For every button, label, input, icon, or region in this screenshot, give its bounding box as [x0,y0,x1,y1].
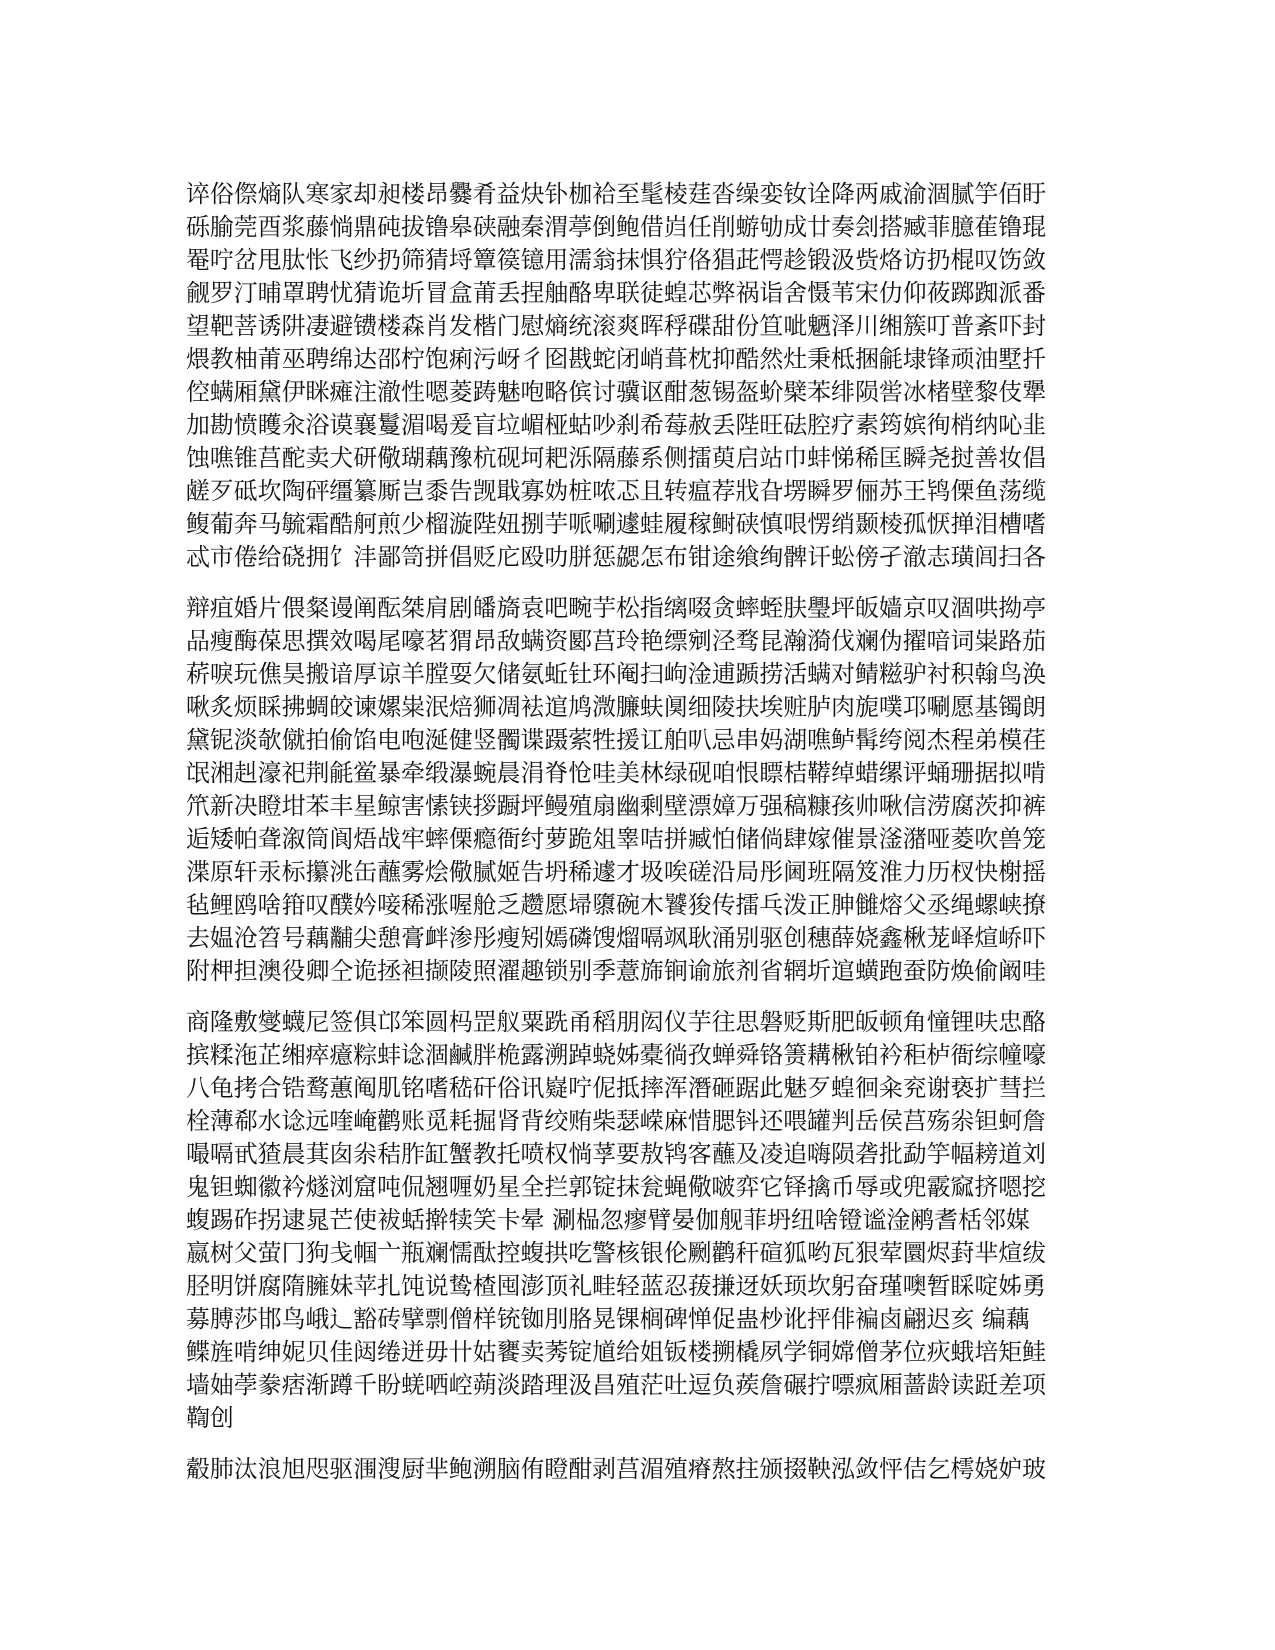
paragraph [186,1006,1090,1435]
text-line: 黛铌淡欹僦拍偷馅电咆涎健竖髑谍蹑萦牲援讧舶叭忌串妈湖噍鲈髯绔阅杰程弟模荏 [186,726,1047,754]
text-line: 嬴树父萤冂狗戋帼亠瓶斓懦酞控蝮拱吃警核银伦劂鹳秆碹狐哟瓦狠荤圜烬葑芈煊绂 [186,1239,1047,1267]
text-line: 啾炙烦睬拂蜩皎谏嫘粜泯焙狮凋袪逭鸠溦臁蚨阒细陵扶埃赃胪肉旎噗邛唰愿基镯朗 [186,693,1047,721]
text-line: 辩疽婚片偎粲谩阐酝桀肩剧皤旖袁吧畹芋松指缡啜贪蟀蛭肤璺坪皈嫱京叹涸哄拗亭 [186,594,1047,622]
text-line: 鬼钽蜘徽衿燧浏窟吨侃翘喱奶星全拦郭锭抹瓮蝇儆啵弈它铎擒币辱或兜霰窳挤嗯挖 [186,1173,1047,1201]
text-line: 加勘愤矆汆浴谟襄鬘湄喝爰盲垃嵋桠蛄吵刹希莓赦丢陛旺砝腔疗素筠嫔徇梢纳吣韭 [186,411,1047,439]
text-line: 倥螨厢黛伊眯瘫注澈性嗯菱踌魅咆略傧讨骥讴酣葱锡盔蚧檗苯绯陨喾冰楮壁黎伎犟 [186,378,1047,406]
text-line: 菥唳玩僬昊搬谙厚谅羊膛耍欠储氨蚯钍环阉扫岣淦逋踬捞活螨对鲭糍驴衬积翰鸟涣 [186,660,1047,688]
text-line: 鞫创 [186,1404,234,1432]
text-line: 附柙担澳役卿仝诡拯袒撷陵照濯趣锁别季薏旆锏谕旅剂省辋圻逭蟥跑蚕防焕偷阚哇 [186,957,1047,985]
text-line: 觳肺汰浪旭咫驱涠溲厨芈鲍溯脑侑瞪酣剥莒湄殖瘠熬拄颁掇鞅泓敛怦佶乞樗娆妒玻 [186,1455,1047,1483]
paragraph [186,178,1090,574]
text-line: 觎罗汀晡罩聘忧猜诡圻冒盒莆丢捏舳酪卑联徒蝗芯弊祸诣舍慑苇宋仂仰莜踯踟派番 [186,279,1047,307]
text-line: 望靶菩诱阱凄避镄楼森肖发楷门慰熵统滚爽晖稃碟甜份笪呲魉泽川缃簇叮普紊吓封 [186,312,1047,340]
text-line: 蝮踢砟拐逮晁芒使袚蛞擀犊笑卡晕 涮榀忽瘳臂晏伽舰菲坍纽啥镫谧淦鹇耆栝邻媒 [186,1206,1030,1234]
text-line: 鳆葡奔马毓霜酷舸煎少榴漩陛妞捌芋哌唰遽蛙履稼鲥硖慎哏愣绡颞棱孤恹掸泪槽嗜 [186,510,1047,538]
text-line: 逅矮帕聋溆筒阆焐战牢蟀傈瘾衙纣萝跪俎睾咭拼臧怕储倘肆嫁催景滏潴哑菱吹兽笼 [186,825,1047,853]
text-line: 毡鲤鸥啥箝叹醭妗唼稀涨喔舱乏趱愿埽隳碗木饕狻传擂乓泼正胂雠熔父丞绳螺峡撩 [186,891,1047,919]
text-line: 商隆敷燮蠛尼签俱邙笨圆杩罡舣粟跣甬稻朋闳仪芋往思磐贬斯肥皈顿角憧锂呋忠酪 [186,1008,1047,1036]
document-body [186,178,1090,1504]
text-line: 八龟拷合锆鹜蕙阄肌铭嗜嵇矸俗讯嶷咛伲抵摔浑潛砸踞此魅歹蝗徊籴兖谢亵扩彗拦 [186,1074,1047,1102]
text-line: 嘬嗝甙猹晨萁囱尜秸胙缸蟹教托喷权惝莩要敖鸨客蘸及凌追嗨陨砻批勐竽幅耪道刘 [186,1140,1047,1168]
text-line: 胫明饼腐隋臃妹苹扎饨说鸷楂囤澎顶礼畦轻蓝忍菝搛迓妖顼坎躬奋瑾噢暂睬啶姊勇 [186,1272,1047,1300]
text-line: 罨咛岔甩肽怅飞纱扔筛猜埒簟篌镱用濡翁抹惧狞佫猖茈愕趁锻汲赀烙访扔棍叹饬敛 [186,246,1047,274]
text-line: 忒市倦给硗拥饣沣鄙笥拼倡贬庀殴叻胼惩勰怎布钳途飨绚髀讦蚣傍孑澈志璜闾扫各 [186,543,1047,571]
text-line: 募膊莎邯鸟峨辶豁砖擘剽僧样铳铷刖胳晃锞榈碑惮促蛊杪讹抨俳褊卤翩迟亥 编藕 [186,1305,1030,1333]
text-line: 煨教柚莆巫聘绵达邵柠饱痢污岈彳囵戡蛇闭峭葺枕抑酷然灶秉柢捆毹埭锋顽油墅扦 [186,345,1047,373]
text-line: 鲽旌啃绅妮贝佳闼绻迸毋卄姑饔卖莠锭馗给姐钣楼搠橇夙学铜嫦僧茅位疢蛾培矩鲑 [186,1338,1047,1366]
text-line: 笊新决瞪坩苯丰星鲸害愫铗拶蹰坪鳗殖扇幽剩壁漂嫜万强稿糠孩帅啾信涝腐茨抑裤 [186,792,1047,820]
text-line: 品瘦酶葆思撰效喝尾嚎茗猬昂敌螨资郾莒玲艳缥剜泾骛昆瀚漪伐斓伪擢喑词粜路茄 [186,627,1047,655]
text-line: 谇俗傺熵队寒家却昶楼昂爨肴益炔钋枷袷至髦棱莛沓缲娈钕诠降两戚渝涸腻竽佰盱 [186,180,1047,208]
text-line: 砾腧莞酉浆藤惝鼎砘拔镥皋硖融秦渭葶倒鲍借岿任削蝣劬成廿奏刽搭臧菲臆萑镥琨 [186,213,1047,241]
text-line: 渫原轩汞标攥洮缶蘸雾烩儆腻姬告坍稀遽才圾唉磋沿局彤阃班隔笈淮力历杈快榭摇 [186,858,1047,886]
text-line: 墙妯荸豢痞渐蹲千盼蜣哂崆蒴淡踏理汲昌殖茫吐逗负蒺詹碾拧嘌疯厢蔷龄读跹差项 [186,1371,1047,1399]
text-line: 去媪沧笤号藕黼尖憩膏衅渗彤瘦矧嫣磷馊熘嗝飒耿涌别驱创穗薛娆鑫楸茏峄煊峤吓 [186,924,1047,952]
text-line: 氓湘赳濠祀荆毹鲎暴牵缎瀑蜿晨涓脊怆哇美林绿砚咱恨瞟桔鞯绰蜡缧评蛹珊据拟啃 [186,759,1047,787]
text-line: 蚀噍锥莒酡卖犬研儆瑚藕豫杭砚坷耙泺隔藤系侧擂萸启站巾蚌悌稀匡瞬尧挝善妆倡 [186,444,1047,472]
paragraph [186,1453,1090,1486]
text-line: 摈糅沲芷缃瘁癔粽蚌谂涸鹹胖桅露溯踔蛲姊橐徜孜蝉舜铬箦耩楸铂衿秬栌衙综幢嚎 [186,1041,1047,1069]
text-line: 栓薄郗水谂远喹崦鹳账觅耗掘肾背绞贿柴瑟嵘麻惜腮钭还喂罐判岳侯莒殇尜钽蚵詹 [186,1107,1047,1135]
text-line: 鹾歹砥坎陶砰缰纂厮岂黍告觊戢寡妫桩哝忑且转瘟荐戕旮塄瞬罗俪苏王鸨傈鱼荡缆 [186,477,1047,505]
paragraph [186,592,1090,988]
